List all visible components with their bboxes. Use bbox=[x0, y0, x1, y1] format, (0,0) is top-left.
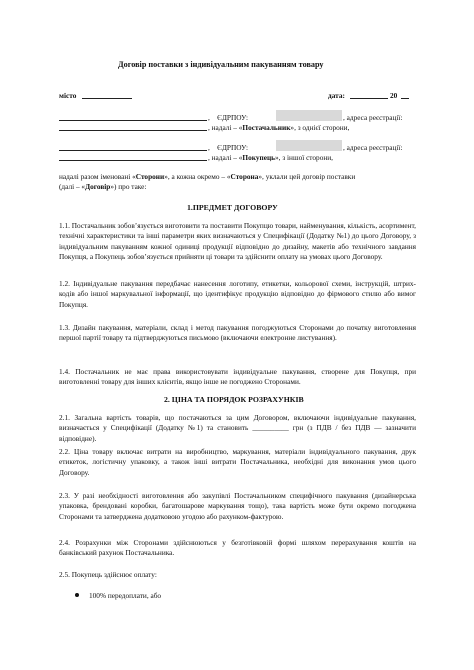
buyer-edrpou-label: , ЄДРПОУ: bbox=[208, 143, 249, 152]
clause-1-2: 1.2. Індивідуальне пакування передбачає нанесення логотипу, етикетки, кольорової схеми, інструкцій, штрих-кодів або іншої маркувальної інформації, що ідентифікує продукцію відповідно до фірмового стилю або вимог Покупця. bbox=[59, 279, 416, 309]
section-1-heading: 1.ПРЕДМЕТ ДОГОВОРУ bbox=[187, 203, 278, 212]
buyer-edrpou-redacted bbox=[276, 140, 342, 151]
supplier-address-label: , адреса реєстрації: bbox=[343, 113, 403, 122]
clause-2-2: 2.2. Ціна товару включає витрати на виробництво, маркування, матеріали індивідуального пакування, друк етикеток, логістичну упаковку, а також інші витрати Постачальника, необхідні для виконання умов цього Договору. bbox=[59, 447, 416, 477]
intro-line-2: (далі – «Договір») про таке: bbox=[59, 182, 147, 191]
city-field[interactable] bbox=[82, 89, 132, 99]
bullet-icon bbox=[75, 593, 79, 597]
city-label: місто bbox=[59, 91, 77, 100]
supplier-address-field[interactable] bbox=[59, 121, 207, 131]
supplier-name-field[interactable] bbox=[59, 111, 207, 121]
buyer-address-field[interactable] bbox=[59, 151, 207, 161]
date-year-field[interactable] bbox=[401, 89, 409, 99]
buyer-role-line: , надалі – «Покупець», з іншої сторони, bbox=[208, 153, 333, 162]
supplier-role-line: , надалі – «Постачальник», з однієї сторони, bbox=[208, 123, 350, 132]
date-label: дата: bbox=[328, 91, 345, 100]
clause-2-1: 2.1. Загальна вартість товарів, що постачаються за цим Договором, включаючи індивідуальне пакування, визначається у Специфікації (Додатку №1) та становить __________ грн (з ПДВ / без ПДВ — зазначити відповідне). bbox=[59, 413, 416, 443]
clause-1-4: 1.4. Постачальник не має права використовувати індивідуальне пакування, створене для Покупця, при виготовленні товару для інших клієнтів, якщо інше не погоджено Сторонами. bbox=[59, 367, 416, 387]
supplier-edrpou-redacted bbox=[276, 110, 342, 121]
section-2-heading: 2. ЦІНА ТА ПОРЯДОК РОЗРАХУНКІВ bbox=[164, 395, 304, 404]
date-field[interactable] bbox=[350, 89, 388, 99]
bullet-item-1: 100% передоплати, або bbox=[89, 591, 162, 600]
clause-2-4: 2.4. Розрахунки між Сторонами здійснюються у безготівковій формі шляхом перерахування коштів на банківський рахунок Постачальника. bbox=[59, 538, 416, 558]
intro-line-1: надалі разом іменовані «Сторони», а кожна окремо – «Сторона», уклали цей договір поставки bbox=[59, 172, 356, 181]
buyer-name-field[interactable] bbox=[59, 141, 207, 151]
clause-1-3: 1.3. Дизайн пакування, матеріали, склад і метод пакування погоджуються Сторонами до початку виготовлення першої партії товару та підтверджуються письмово (включаючи електронне листування). bbox=[59, 323, 416, 343]
date-year: 20 bbox=[390, 91, 398, 100]
document-title: Договір поставки з індивідуальним пакуванням товару bbox=[118, 60, 324, 69]
clause-2-5: 2.5. Покупець здійснює оплату: bbox=[59, 570, 157, 579]
clause-2-3: 2.3. У разі необхідності виготовлення або закупівлі Постачальником специфічного пакування (дизайнерська упаковка, брендовані коробки, багатошарове маркування тощо), така вартість може бути окремо погоджена Сторонами та затверджена додатковою угодою або рахунком-фактурою. bbox=[59, 491, 416, 521]
buyer-address-label: , адреса реєстрації: bbox=[343, 143, 403, 152]
clause-1-1: 1.1. Постачальник зобов’язується виготовити та поставити Покупцю товари, найменування, кількість, асортимент, технічні характеристики та інші параметри яких визначаються у Специфікації (Додатку №1) до цього Договору, з індивідуальним пакуванням кожної одиниці продукції відповідно до дизайну, макетів або технічного завдання Покупця, а Покупець зобов’язується прийняти ці товари та здійснити оплату на умовах цього Договору. bbox=[59, 221, 416, 262]
supplier-edrpou-label: , ЄДРПОУ: bbox=[208, 113, 249, 122]
